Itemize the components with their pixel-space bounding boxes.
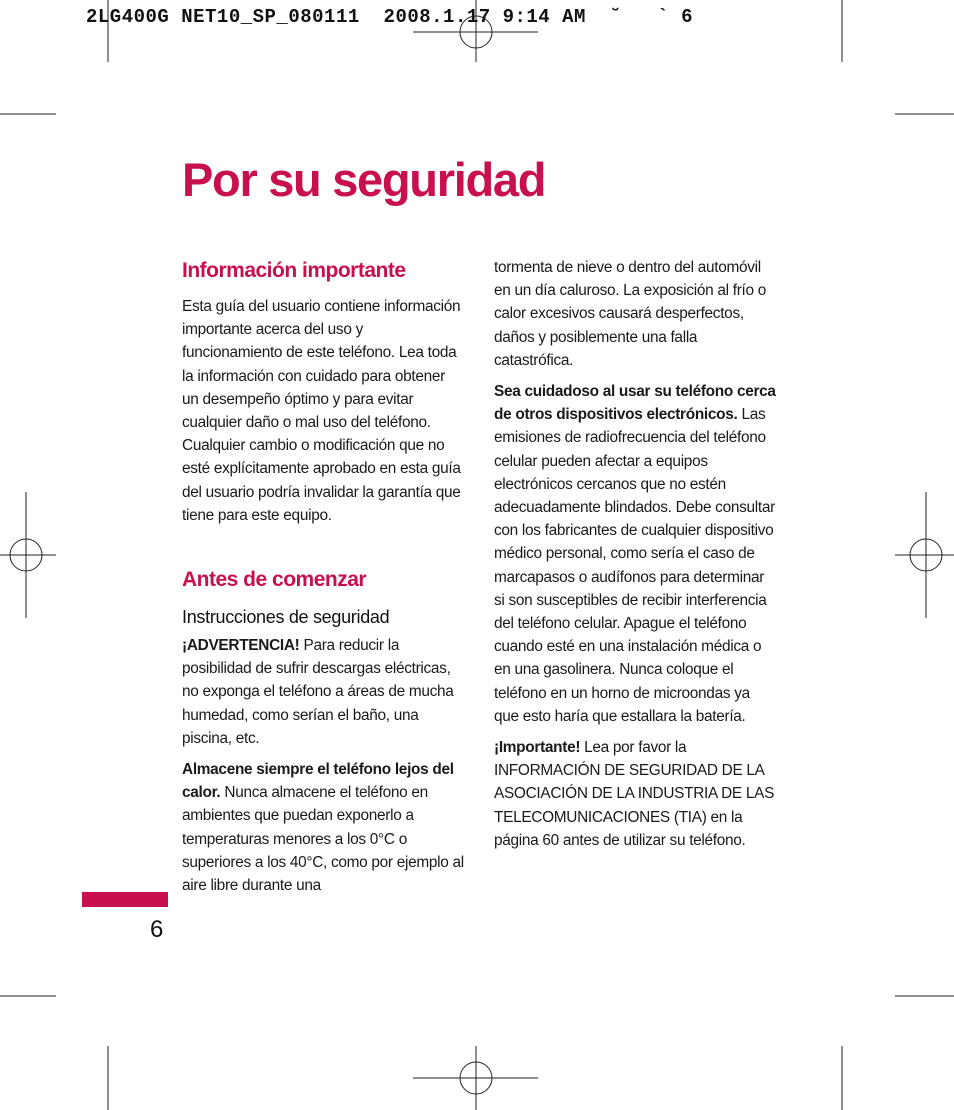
page-title: Por su seguridad xyxy=(182,153,546,206)
right-column xyxy=(494,256,776,860)
electronics-label: Sea cuidadoso al usar su teléfono cerca de otros dispositivos electrónicos. xyxy=(494,383,776,424)
warning-label: ¡ADVERTENCIA! xyxy=(182,637,300,655)
important-paragraph xyxy=(494,736,776,852)
heading-antes-de-comenzar: Antes de comenzar xyxy=(182,568,367,592)
continued-paragraph: tormenta de nieve o dentro del automóvil en un día caluroso. La exposición al frío o calor excesivos causará desperfectos, daños y posiblemente una falla catastrófica. xyxy=(494,259,767,369)
left-column xyxy=(182,256,464,905)
intro-paragraph: Esta guía del usuario contiene información importante acerca del uso y funcionamiento de este teléfono. Lea toda la información con cuidado para obtener un desempeño óptimo y para evitar cualquier daño o mal uso del teléfono. Cualquier cambio o modificación que no esté explícitamente aprobado en esta guía del usuario podría invalidar la garantía que tiene para este equipo. xyxy=(182,298,461,524)
heading-informacion-importante: Información importante xyxy=(182,259,406,282)
heat-text: Nunca almacene el teléfono en ambientes que puedan exponerlo a temperaturas menores a los 0°C o superiores a los 40°C, como por ejemplo al aire libre durante una xyxy=(182,784,464,895)
subheading-instrucciones: Instrucciones de seguridad xyxy=(182,607,390,628)
important-label: ¡Importante! xyxy=(494,739,581,757)
page-number: 6 xyxy=(150,916,164,943)
heat-paragraph xyxy=(182,758,464,897)
electronics-paragraph xyxy=(494,380,776,728)
important-text: Lea por favor la INFORMACIÓN DE SEGURIDAD DE LA ASOCIACIÓN DE LA INDUSTRIA DE LAS TELECOMUNICACIONES (TIA) en la página 60 antes de utilizar su teléfono. xyxy=(494,739,775,849)
electronics-text: Las emisiones de radiofrecuencia del teléfono celular pueden afectar a equipos electrónicos cercanos que no estén adecuadamente blindados. Debe consultar con los fabricantes de cualquier dispositivo médico personal, como sería el caso de marcapasos o audífonos para determinar si son susceptibles de recibir interferencia del teléfono celular. Apague el teléfono cuando esté en una instalación médica o en una gasolinera. Nunca coloque el teléfono en un horno de microondas ya que esto haría que estallara la batería. xyxy=(494,406,775,725)
print-slug: 2LG400G NET10_SP_080111 2008.1.17 9:14 AM ˘ ` 6 xyxy=(86,6,693,28)
heat-label: Almacene siempre el teléfono lejos del calor. xyxy=(182,761,454,802)
page-tab-bar xyxy=(82,892,168,907)
warning-paragraph xyxy=(182,634,464,750)
warning-text: Para reducir la posibilidad de sufrir descargas eléctricas, no exponga el teléfono a áreas de mucha humedad, como serían el baño, una piscina, etc. xyxy=(182,637,454,747)
